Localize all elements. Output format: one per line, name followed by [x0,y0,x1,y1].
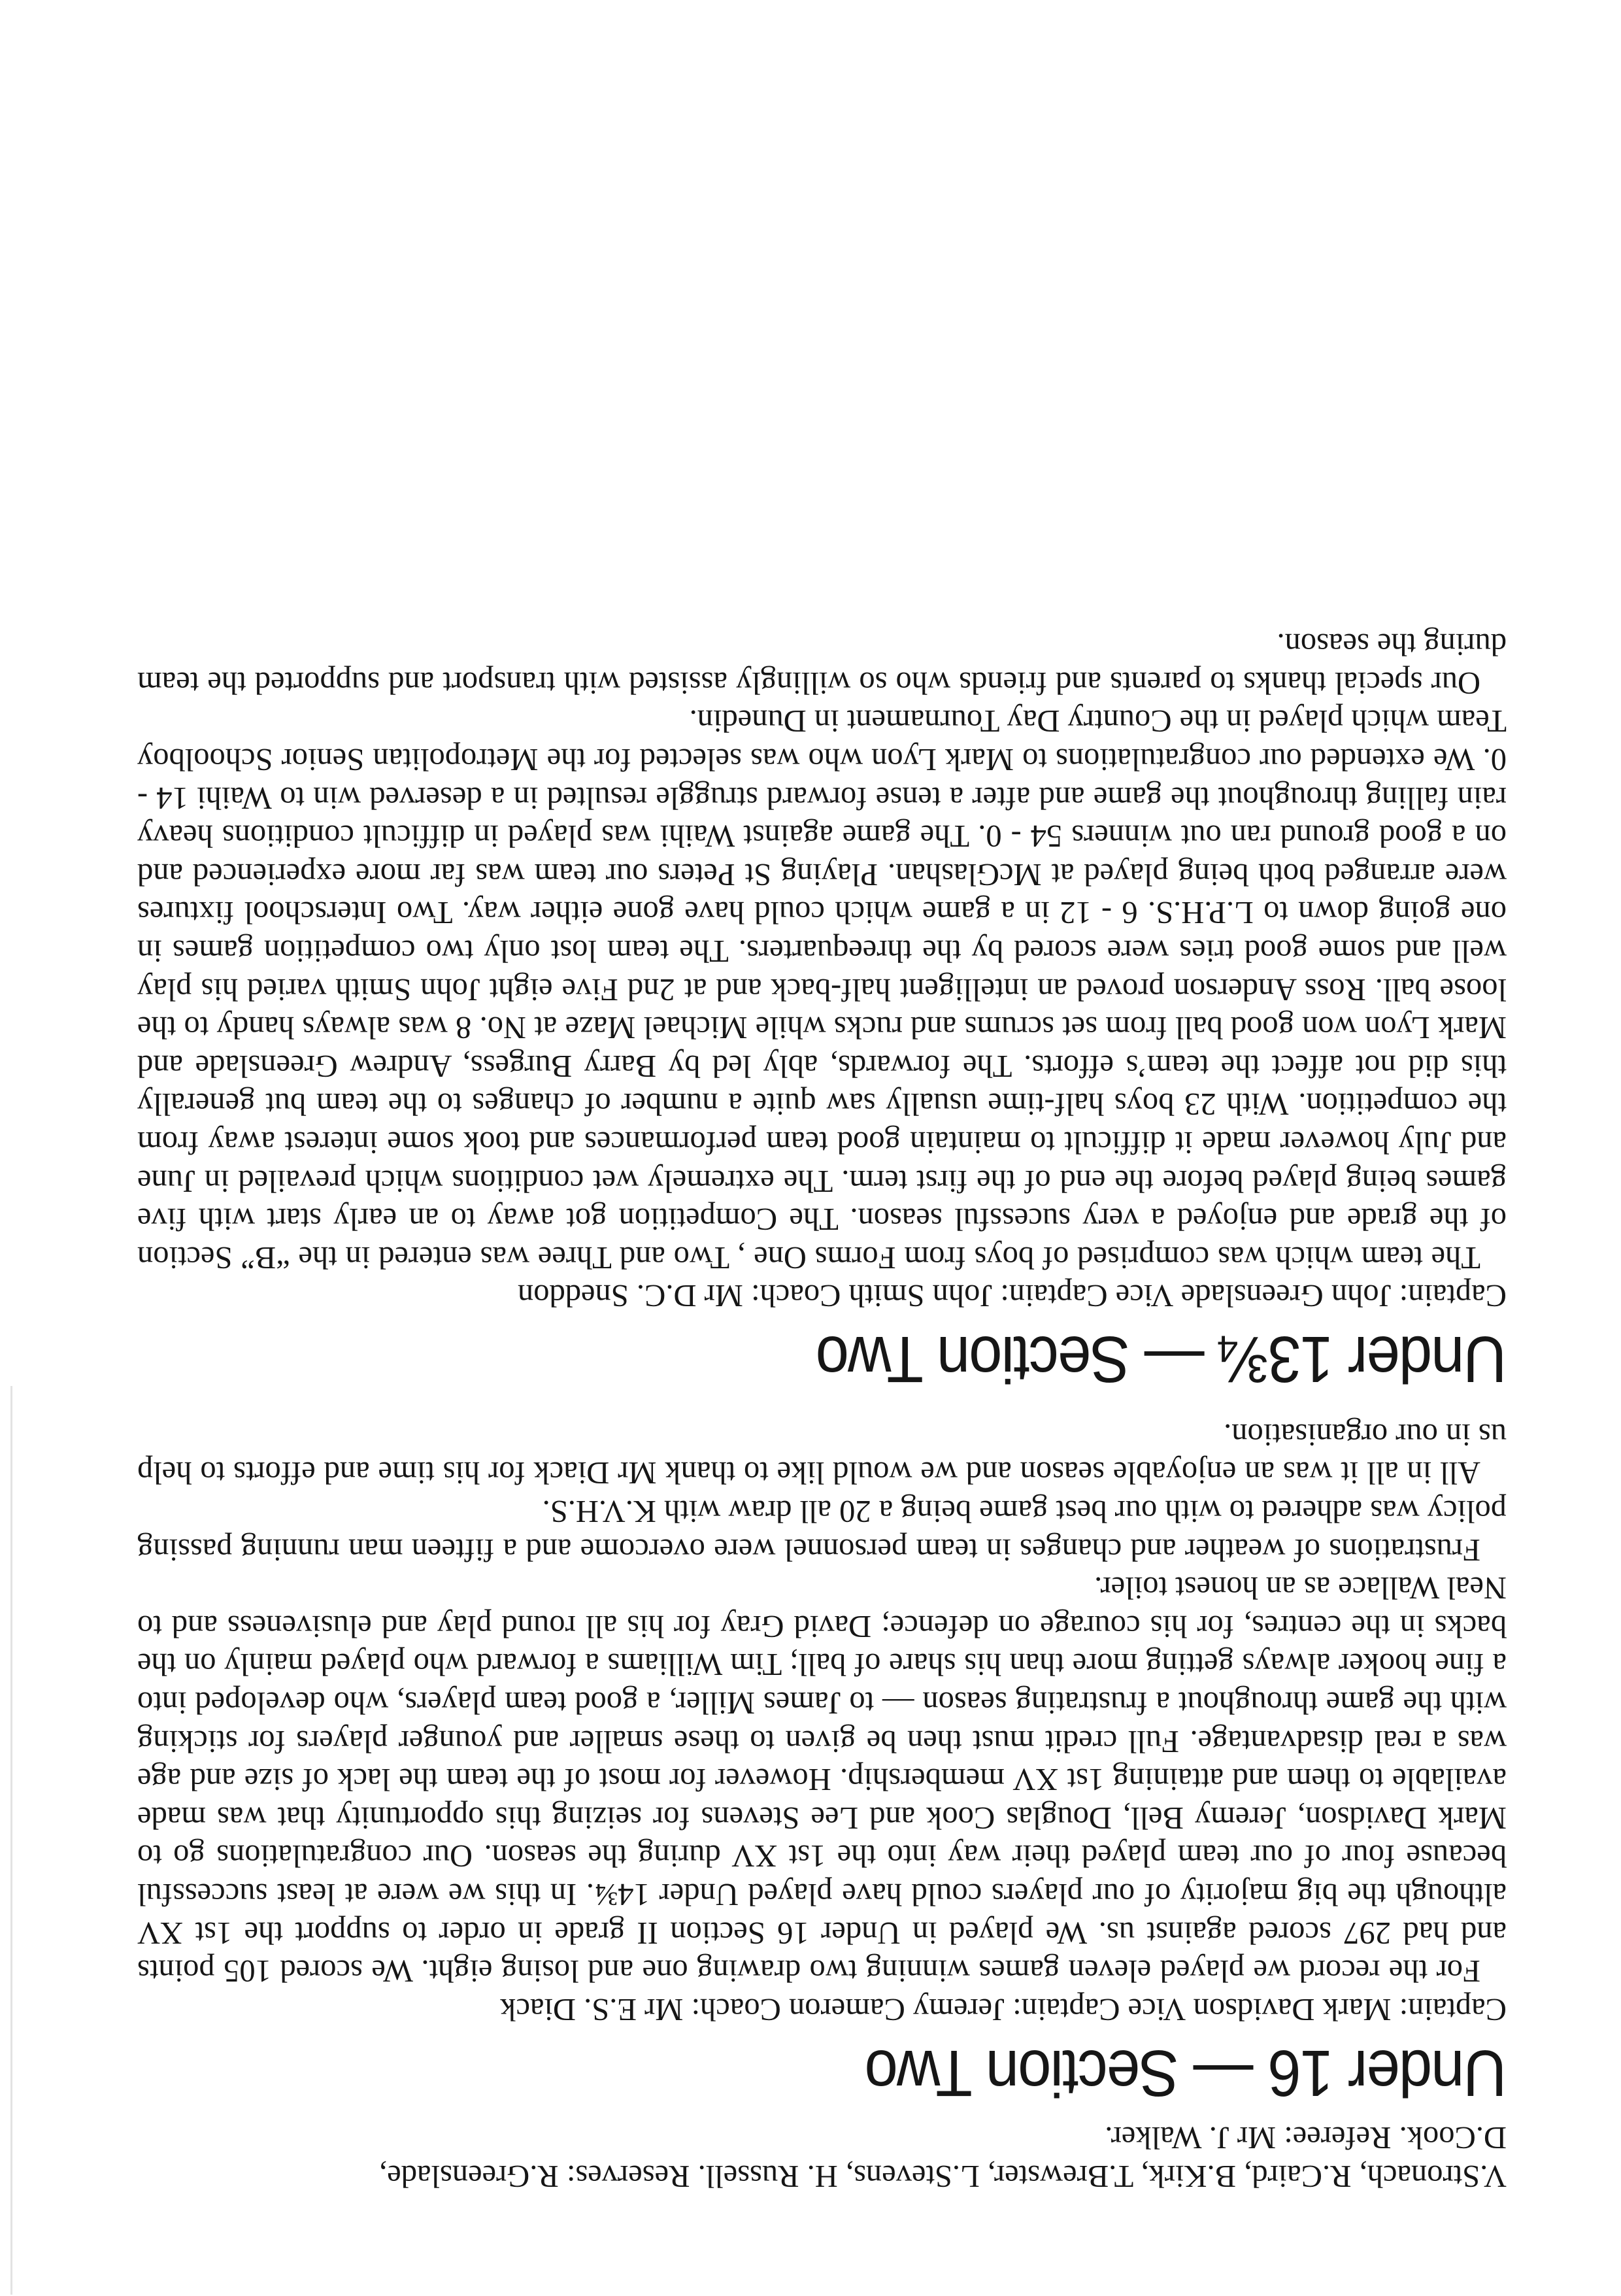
team-list-line-1: V.Stronach, R.Caird, B.Kirk, T.Brewster, L.Stevens, H. Russell. Reserves: R.Greenslade, [379,2159,1507,2193]
section-heading-under-16: Under 16 — Section Two [865,2036,1507,2110]
section-under-16 [137,1415,1507,2109]
paragraph-u16-record: For the record we played eleven games winning two drawing one and losing eight. We scored 105 points and had 297 scored against us. We played in Under 16 Section II grade in order to support the 1st XV although the big majority of our players could have played Under 14¾. In this we were at least successful because four of our team played their way into the 1st XV during the season. Our congratulations go to Mark Davidson, Jeremy Bell, Douglas Cook and Lee Stevens for seizing this opportunity that was made available to them and attaining 1st XV membership. However for most of the team the lack of size and age was a real disadvantage. Full credit must then be given to these smaller and younger players for sticking with the game throughout a frustrating season — to James Miller, a good team players, who developed into a fine hooker always getting more than his share of ball; Tim Williams a forward who played mainly on the backs in the centres, for his courage on defence; David Gray for his all round play and elusiveness and to Neal Wallace as an honest toiler. [137,1570,1507,1989]
paragraph-u16-frustrations: Frustrations of weather and changes in team personnel were overcome and a fifteen man running passing policy was adhered to with our best game being a 20 all draw with K.V.H.S. [137,1494,1507,1567]
captains-line-under-13-3-4: Captain: John Greenslade Vice Captain: John Smith Coach: Mr D.C. Sneddon [518,1278,1507,1313]
paragraph-u1334-season: The team which was comprised of boys from Forms One , Two and Three was entered in the “B” Section of the grade and enjoyed a very sucessful season. The Competition got away to an early start with five games being played before the end of the first term. The extremely wet conditions which prevailed in June and July however made it difficult to maintain good team performances and took some interest away from the competition. With 23 boys half-time usually saw quite a number of changes to the team but generally this did not affect the team’s efforts. The forwards, ably led by Barry Burgess, Andrew Greenslade and Mark Lyon won good ball from set scrums and rucks while Michael Maze at No. 8 was always handy to the loose ball. Ross Anderson proved an intelligent half-back and at 2nd Five eight John Smith varied his play well and some good tries were scored by the threequarters. The team lost only two competition games in one going down to L.P.H.S. 6 - 12 in a game which could have gone either way. Two Interschool fixtures were arranged both being played at McGlashan. Playing St Peters our team was far more experienced and on a good ground ran out winners 54 - 0. The game against Waihi was played in difficult conditions heavy rain falling throughout the game and after a tense forward struggle resulted in a deserved win to Waihi 14 - 0. We extended our congratulations to Mark Lyon who was selected for the Metropolitan Senior Schoolboy Team which played in the Country Day Tournament in Dunedin. [137,703,1507,1275]
captains-line-under-16: Captain: Mark Davidson Vice Captain: Jeremy Cameron Coach: Mr E.S. Diack [500,1991,1507,2027]
section-under-13-3-4 [137,625,1507,1396]
team-list-line-2: D.Cook. Referee: Mr J. Walker. [1105,2120,1507,2155]
paragraph-u16-thanks: All in all it was an enjoyable season and we would like to thank Mr Diack for his time and efforts to help us in our organisation. [137,1417,1507,1491]
page-content [137,625,1507,2195]
paragraph-u1334-thanks: Our special thanks to parents and friends who so willingly assisted with transport and supported the team during the season. [137,627,1507,700]
section-heading-under-13-3-4: Under 13¾ — Section Two [816,1323,1507,1396]
team-list-continuation [137,2118,1507,2195]
